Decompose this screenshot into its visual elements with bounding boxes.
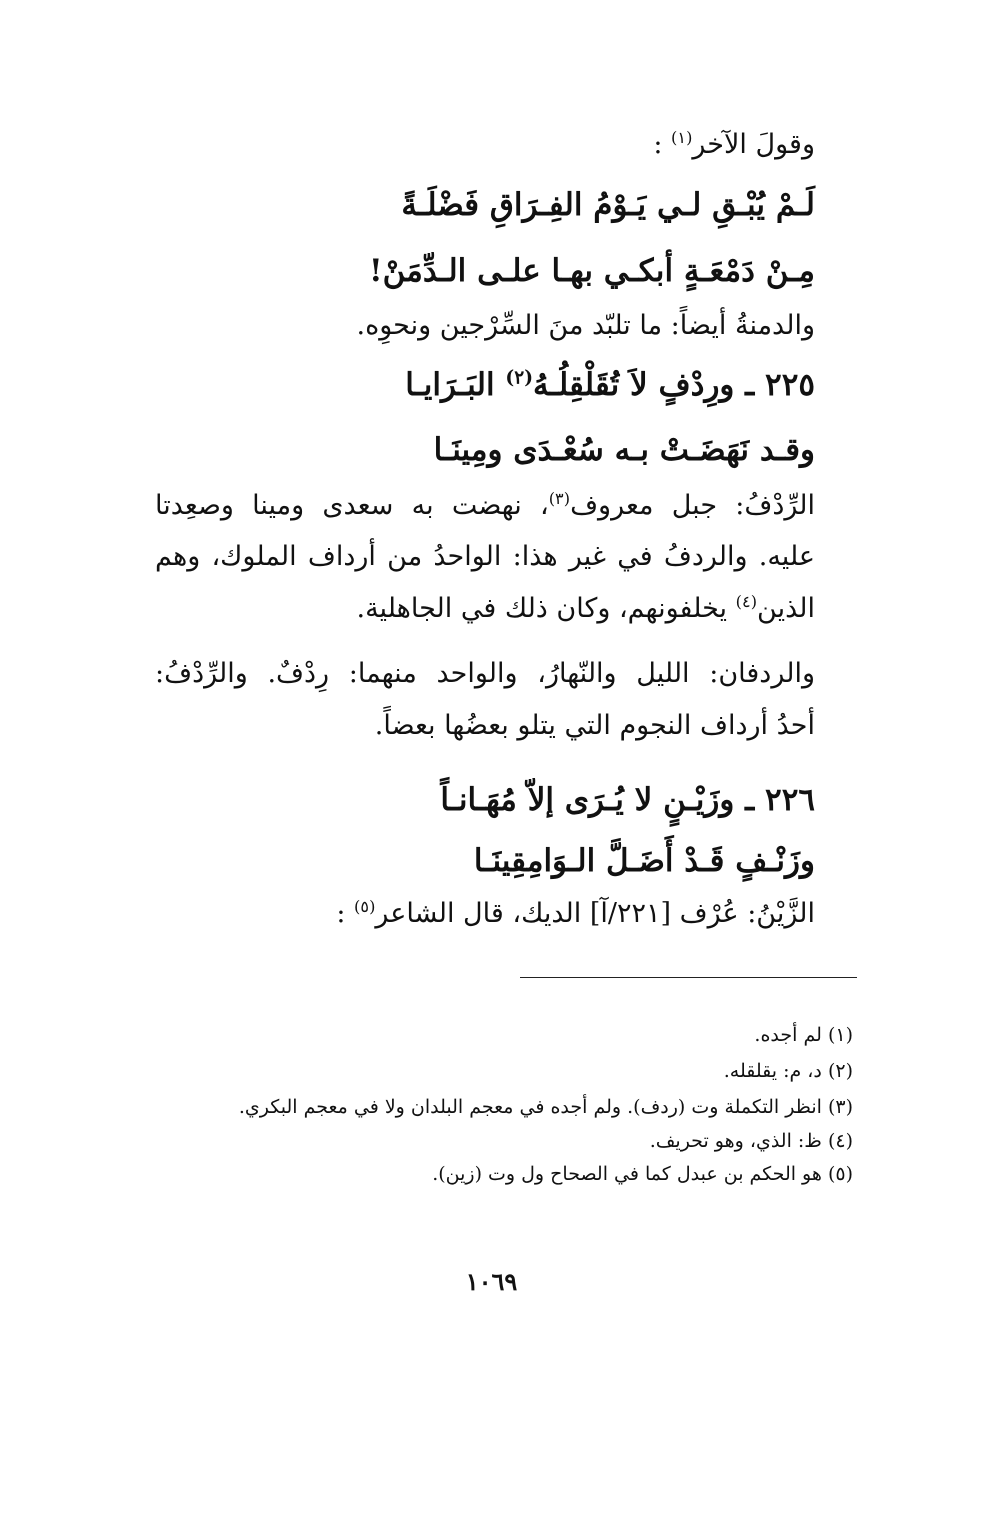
verse-line: مِـنْ دَمْعَـةٍ أبكـي بهـا علـى الـدِّمَنْ! [369,253,815,289]
verse-line: وزَنْـفٍ قَـدْ أَضَـلَّ الـوَامِقِينَـا [473,843,815,879]
paragraph-line: والردفان: الليل والنّهارُ، والواحد منهما: رِدْفٌ. والرِّدْفُ: [155,658,815,689]
verse-line: ٢٢٥ ـ ورِدْفٍ لاَ تُقَلْقِلُـهُ$^{(٢)}$ البَـرَايـا [405,367,815,403]
footnote-ref: (٣) [548,489,571,508]
footnote: (٢) د، م: يقلقله. [723,1060,853,1082]
paragraph-line: عليه. والردفُ في غير هذا: الواحدُ من أرداف الملوك، وهم [155,541,815,572]
footnote: (١) لم أجده. [754,1024,853,1046]
footnote-ref: (٢) [505,367,534,389]
footnote: (٣) انظر التكملة وت (ردف). ولم أجده في معجم البلدان ولا في معجم البكري. [238,1096,853,1118]
verse-line: لَـمْ يُبْـقِ لـي يَـوْمُ الفِـرَاقِ فَضْلَـةً [401,187,815,223]
paragraph-line: والدمنةُ أيضاً: ما تلبّد منَ السِّرْجين ونحوِه. [356,310,815,341]
intro-line: وقولَ الآخر$^{(١)}$ : [653,128,815,160]
verse-line: وقـد نَهَضَـتْ بـه سُعْـدَى ومِينَـا [433,432,815,468]
paragraph-line: الذين$^{(٤)}$ يخلفونهم، وكان ذلك في الجاهلية. [356,592,815,624]
footnote: (٤) ظ: الذي، وهو تحريف. [649,1130,853,1152]
footnote-separator [520,977,857,978]
footnote-ref: (٤) [735,592,758,611]
paragraph-line: أحدُ أرداف النجوم التي يتلو بعضُها بعضاً. [374,710,815,741]
footnote: (٥) هو الحكم بن عبدل كما في الصحاح ول وت (زين). [432,1163,853,1185]
page-number: ١٠٦٩ [465,1267,518,1296]
footnote-ref: (٥) [354,897,376,916]
verse-line: ٢٢٦ ـ وزَيْـنٍ لا يُـرَى إلاّ مُهَـانـاً [440,782,815,818]
paragraph-line: الزَّيْنُ: عُرْف [٢٢١/آ] الديك، قال الشاعر$^{(٥)}$ : [336,897,815,929]
paragraph-line: الرِّدْفُ: جبل معروف$^{(٣)}$، نهضت به سعدى ومينا وصعِدتا [155,489,815,521]
footnote-ref: (١) [671,128,693,147]
